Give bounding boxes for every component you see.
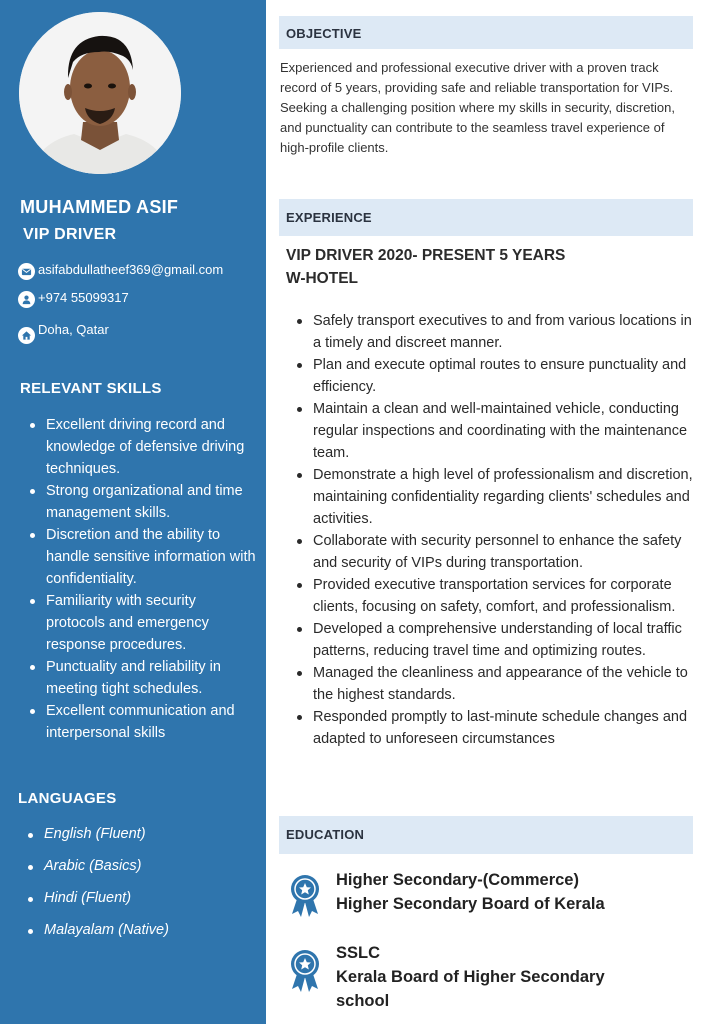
education-heading: EDUCATION <box>286 827 365 842</box>
list-item: Collaborate with security personnel to enhance the safety and security of VIPs during transportation. <box>294 530 698 574</box>
email-text[interactable]: asifabdullatheef369@gmail.com <box>38 262 224 277</box>
objective-heading: OBJECTIVE <box>286 26 362 41</box>
list-item: Hindi (Fluent) <box>26 887 169 919</box>
education-degree: Higher Secondary-(Commerce) <box>336 871 579 889</box>
languages-list <box>26 823 169 951</box>
list-item: Excellent driving record and knowledge of defensive driving techniques. <box>26 414 258 480</box>
experience-section-header <box>279 199 693 236</box>
skills-list <box>26 414 258 744</box>
candidate-name: MUHAMMED ASIF <box>20 197 179 217</box>
education-text <box>336 868 666 916</box>
list-item: English (Fluent) <box>26 823 169 855</box>
job-block <box>286 244 565 290</box>
duties-list <box>294 310 698 750</box>
experience-heading: EXPERIENCE <box>286 210 372 225</box>
list-item: Provided executive transportation services for corporate clients, focusing on safety, comfort, and professionalism. <box>294 574 698 618</box>
job-company: W-HOTEL <box>286 270 359 287</box>
list-item: Malayalam (Native) <box>26 919 169 951</box>
list-item: Developed a comprehensive understanding of local traffic patterns, reducing travel time and optimizing routes. <box>294 618 698 662</box>
list-item: Maintain a clean and well-maintained vehicle, conducting regular inspections and coordinating with the maintenance team. <box>294 398 698 464</box>
medal-icon <box>286 872 324 918</box>
languages-heading: LANGUAGES <box>18 790 117 807</box>
candidate-role: VIP DRIVER <box>23 226 117 243</box>
list-item: Strong organizational and time management skills. <box>26 480 258 524</box>
list-item: Excellent communication and interpersonal skills <box>26 700 258 744</box>
education-degree: SSLC <box>336 944 381 962</box>
job-title: VIP DRIVER 2020- PRESENT 5 YEARS <box>286 247 566 264</box>
list-item: Plan and execute optimal routes to ensure punctuality and efficiency. <box>294 354 698 398</box>
list-item: Responded promptly to last-minute schedule changes and adapted to unforeseen circumstances <box>294 706 698 750</box>
phone-icon <box>18 291 35 308</box>
list-item: Familiarity with security protocols and emergency response procedures. <box>26 590 258 656</box>
list-item: Safely transport executives to and from various locations in a timely and discreet manner. <box>294 310 698 354</box>
location-icon <box>18 327 35 344</box>
profile-photo <box>19 12 181 174</box>
objective-section-header <box>279 16 693 49</box>
portrait-image <box>19 12 181 174</box>
objective-text: Experienced and professional executive driver with a proven track record of 5 years, providing safe and reliable transportation for VIPs. Seeking a challenging position where my skills in security, discretion, and punctuality can contribute to the seamless travel experience of high-profile clients. <box>280 60 676 155</box>
email-icon <box>18 263 35 280</box>
sidebar <box>0 0 266 1024</box>
phone-text[interactable]: +974 55099317 <box>38 290 129 305</box>
list-item: Demonstrate a high level of professionalism and discretion, maintaining confidentiality regarding clients' schedules and activities. <box>294 464 698 530</box>
education-text <box>336 941 636 1013</box>
list-item: Discretion and the ability to handle sensitive information with confidentiality. <box>26 524 258 590</box>
list-item: Arabic (Basics) <box>26 855 169 887</box>
education-board: Higher Secondary Board of Kerala <box>336 895 605 913</box>
medal-icon <box>286 947 324 993</box>
contact-location <box>18 322 109 344</box>
education-section-header <box>279 816 693 854</box>
location-text: Doha, Qatar <box>38 322 109 337</box>
education-board: Kerala Board of Higher Secondary school <box>336 968 605 1010</box>
list-item: Punctuality and reliability in meeting tight schedules. <box>26 656 258 700</box>
list-item: Managed the cleanliness and appearance of the vehicle to the highest standards. <box>294 662 698 706</box>
skills-heading: RELEVANT SKILLS <box>20 380 162 397</box>
contact-email <box>18 262 223 280</box>
contact-phone <box>18 290 129 308</box>
